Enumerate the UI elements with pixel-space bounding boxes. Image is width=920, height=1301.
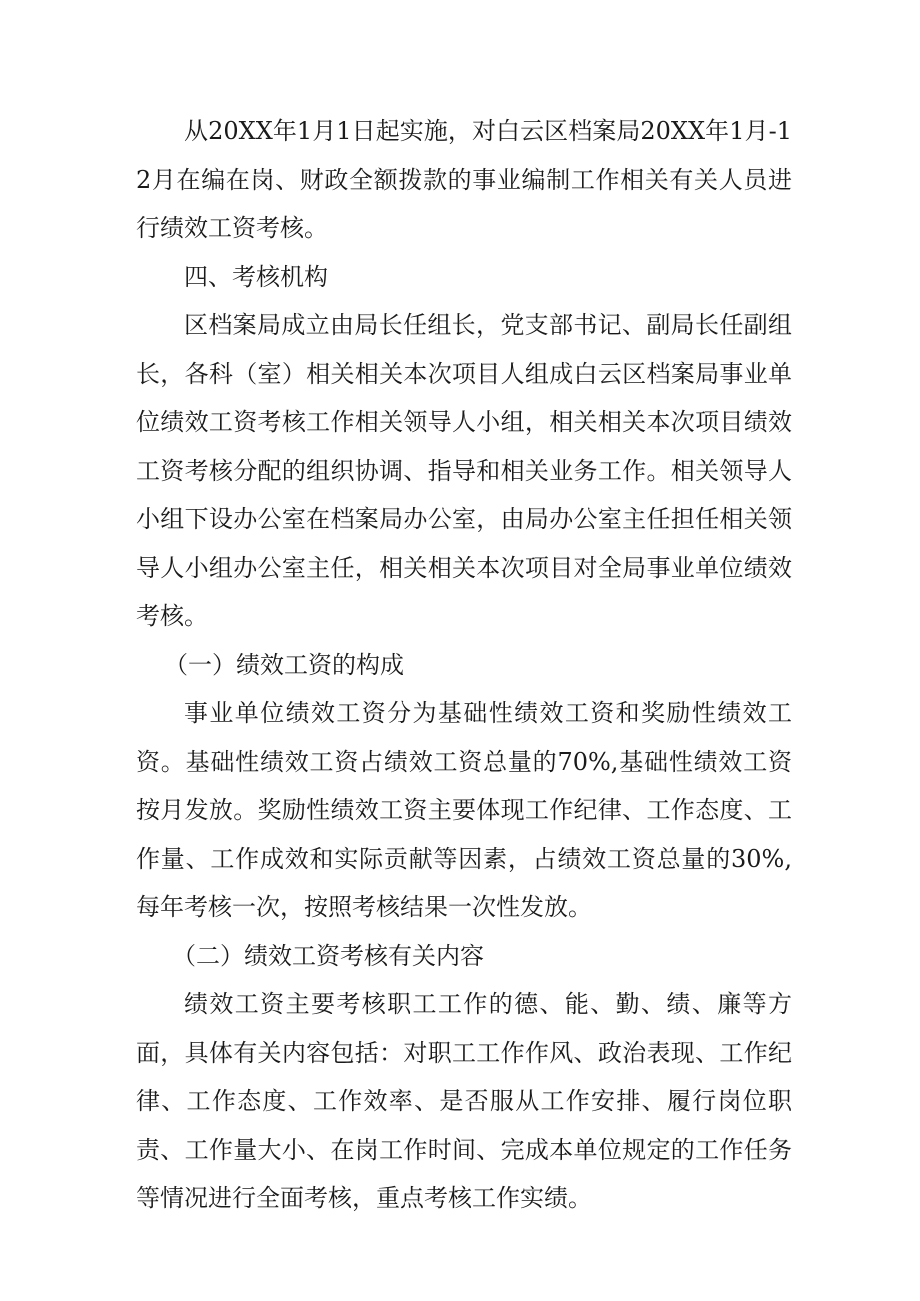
section-heading-assessment-body: 四、考核机构 bbox=[184, 262, 328, 291]
paragraph-salary-composition: 事业单位绩效工资分为基础性绩效工资和奖励性绩效工资。基础性绩效工资占绩效工资总量的70%,基础性绩效工资按月发放。奖励性绩效工资主要体现工作纪律、工作态度、工作量、工作成效和实际贡献等因素，占绩效工资总量的30%,每年考核一次，按照考核结果一次性发放。 bbox=[136, 699, 792, 921]
paragraph-leadership-group: 区档案局成立由局长任组长，党支部书记、副局长任副组长，各科（室）相关相关本次项目人组成白云区档案局事业单位绩效工资考核工作相关领导人小组，相关相关本次项目绩效工资考核分配的组织协调、指导和相关业务工作。相关领导人小组下设办公室在档案局办公室，由局办公室主任担任相关领导人小组办公室主任，相关相关本次项目对全局事业单位绩效考核。 bbox=[136, 311, 792, 630]
paragraph-implementation-scope: 从20XX年1月1日起实施，对白云区档案局20XX年1月-12月在编在岗、财政全额拨款的事业编制工作相关有关人员进行绩效工资考核。 bbox=[136, 117, 792, 242]
paragraph-assessment-content: 绩效工资主要考核职工工作的德、能、勤、绩、廉等方面，具体有关内容包括：对职工工作作风、政治表现、工作纪律、工作态度、工作效率、是否服从工作安排、履行岗位职责、工作量大小、在岗工作时间、完成本单位规定的工作任务等情况进行全面考核，重点考核工作实绩。 bbox=[136, 990, 792, 1212]
subsection-heading-salary-composition: （一）绩效工资的构成 bbox=[164, 650, 404, 679]
subsection-heading-assessment-content: （二）绩效工资考核有关内容 bbox=[172, 941, 484, 970]
document-body bbox=[136, 107, 792, 1223]
